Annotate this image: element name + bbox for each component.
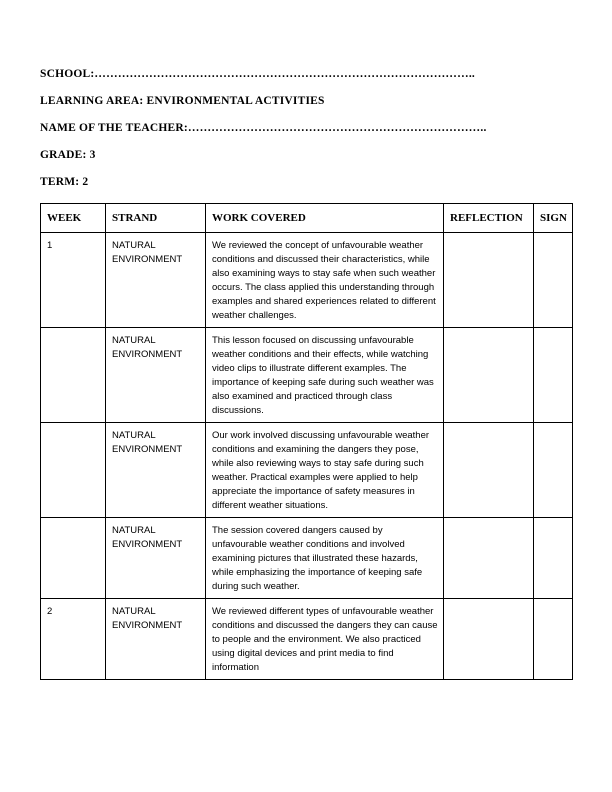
reflection-cell: [444, 328, 534, 423]
teacher-line: NAME OF THE TEACHER:…………………………………………………………………..: [40, 122, 487, 134]
reflection-cell: [444, 233, 534, 328]
grade-line: GRADE: 3: [40, 149, 96, 161]
sign-cell: [534, 518, 573, 599]
table-row: [41, 233, 573, 328]
table-row: [41, 518, 573, 599]
sign-cell: [534, 423, 573, 518]
week-cell: [41, 423, 106, 518]
week-cell: 1: [41, 233, 106, 328]
work-covered-cell: The session covered dangers caused by unfavourable weather conditions and involved examining pictures that illustrated these hazards, while emphasizing the importance of keeping safe during such weather.: [206, 518, 444, 599]
col-header-work-covered: WORK COVERED: [206, 204, 444, 233]
week-cell: 2: [41, 599, 106, 680]
strand-cell: NATURAL ENVIRONMENT: [106, 599, 206, 680]
week-cell: [41, 328, 106, 423]
col-header-sign: SIGN: [534, 204, 573, 233]
table-row: [41, 423, 573, 518]
reflection-cell: [444, 518, 534, 599]
sign-cell: [534, 328, 573, 423]
col-header-week: WEEK: [41, 204, 106, 233]
work-covered-cell: We reviewed different types of unfavourable weather conditions and discussed the dangers they can cause to people and the environment. We also practiced using digital devices and print media to find information: [206, 599, 444, 680]
record-of-work-table: [40, 203, 573, 680]
sign-cell: [534, 599, 573, 680]
week-cell: [41, 518, 106, 599]
learning-area-line: LEARNING AREA: ENVIRONMENTAL ACTIVITIES: [40, 95, 325, 107]
table-header-row: [41, 204, 573, 233]
col-header-reflection: REFLECTION: [444, 204, 534, 233]
work-covered-cell: This lesson focused on discussing unfavourable weather conditions and their effects, while watching video clips to illustrate different examples. The importance of keeping safe during such weather was also examined and practiced through class discussions.: [206, 328, 444, 423]
col-header-strand: STRAND: [106, 204, 206, 233]
sign-cell: [534, 233, 573, 328]
table-row: [41, 599, 573, 680]
strand-cell: NATURAL ENVIRONMENT: [106, 423, 206, 518]
reflection-cell: [444, 599, 534, 680]
work-covered-cell: We reviewed the concept of unfavourable weather conditions and discussed their characteristics, while also examining ways to stay safe when such weather occurs. The class applied this understanding through examples and shared experiences related to different weather challenges.: [206, 233, 444, 328]
table-row: [41, 328, 573, 423]
strand-cell: NATURAL ENVIRONMENT: [106, 518, 206, 599]
reflection-cell: [444, 423, 534, 518]
school-line: SCHOOL:……………………………………………………………………………………..: [40, 68, 475, 80]
term-line: TERM: 2: [40, 176, 89, 188]
strand-cell: NATURAL ENVIRONMENT: [106, 328, 206, 423]
work-covered-cell: Our work involved discussing unfavourable weather conditions and examining the dangers they pose, while also reviewing ways to stay safe during such weather. Practical examples were applied to help appreciate the importance of safety measures in different weather situations.: [206, 423, 444, 518]
strand-cell: NATURAL ENVIRONMENT: [106, 233, 206, 328]
